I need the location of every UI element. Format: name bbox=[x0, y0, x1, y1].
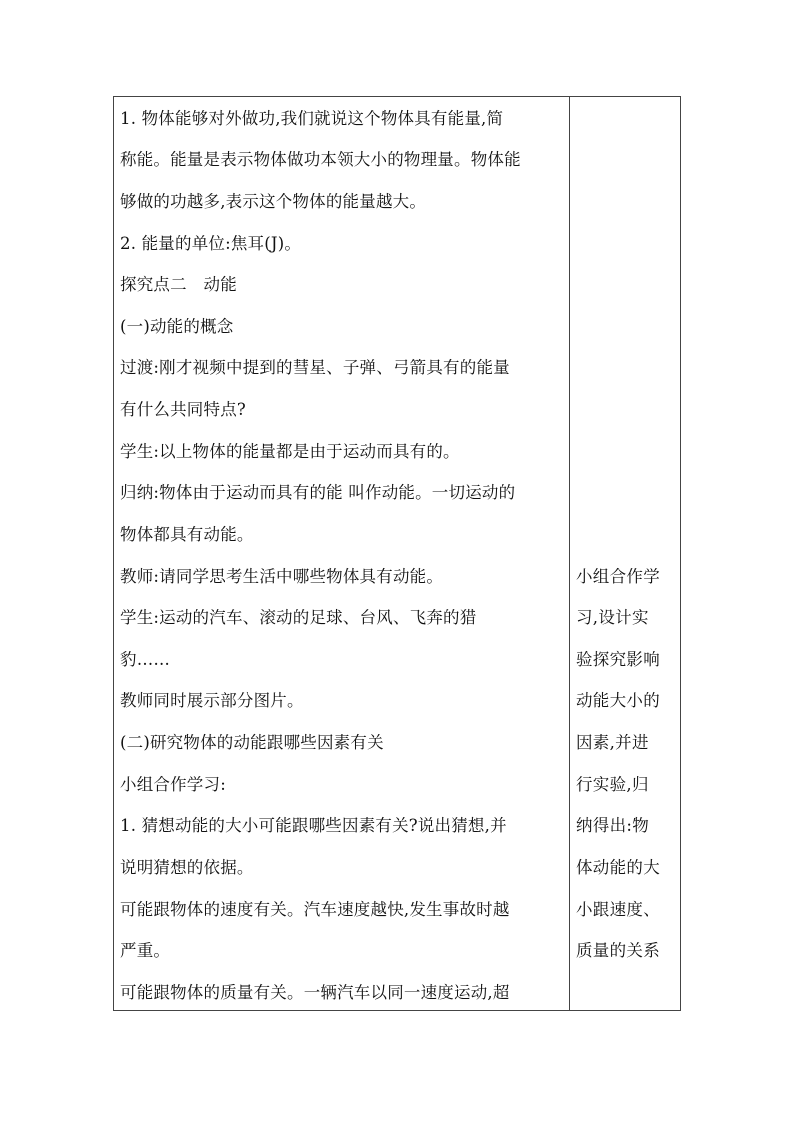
text-line: 严重。 bbox=[120, 941, 171, 960]
text-line: 称能。能量是表示物体做功本领大小的物理量。物体能 bbox=[120, 150, 521, 169]
text-line: 够做的功越多,表示这个物体的能量越大。 bbox=[120, 192, 427, 211]
subsection-heading: (一)动能的概念 bbox=[120, 317, 234, 336]
text-line: 有什么共同特点? bbox=[120, 400, 246, 419]
text-line: 可能跟物体的质量有关。一辆汽车以同一速度运动,超 bbox=[120, 983, 510, 1002]
side-text-line: 纳得出:物 bbox=[576, 816, 650, 835]
side-text-line: 因素,并进 bbox=[576, 733, 649, 752]
text-line: 学生:以上物体的能量都是由于运动而具有的。 bbox=[120, 442, 460, 461]
text-line: 豹…… bbox=[120, 650, 171, 669]
side-text-line: 质量的关系 bbox=[576, 941, 660, 960]
text-line: 教师:请同学思考生活中哪些物体具有动能。 bbox=[120, 567, 444, 586]
text-line: 可能跟物体的速度有关。汽车速度越快,发生事故时越 bbox=[120, 900, 510, 919]
text-line: 归纳:物体由于运动而具有的能 叫作动能。一切运动的 bbox=[120, 483, 516, 502]
side-text-line: 行实验,归 bbox=[576, 775, 649, 794]
text-line: 学生:运动的汽车、滚动的足球、台风、飞奔的猎 bbox=[120, 608, 477, 627]
text-line: 教师同时展示部分图片。 bbox=[120, 691, 304, 710]
text-line: 说明猜想的依据。 bbox=[120, 858, 254, 877]
side-text-line: 小跟速度、 bbox=[576, 900, 660, 919]
section-heading: 探究点二 动能 bbox=[120, 275, 237, 294]
lesson-table bbox=[113, 96, 681, 1011]
side-text-line: 动能大小的 bbox=[576, 691, 660, 710]
subsection-heading: (二)研究物体的动能跟哪些因素有关 bbox=[120, 733, 384, 752]
text-line: 物体都具有动能。 bbox=[120, 525, 254, 544]
side-text-line: 验探究影响 bbox=[576, 650, 660, 669]
side-text-line: 体动能的大 bbox=[576, 858, 660, 877]
text-line: 2. 能量的单位:焦耳(J)。 bbox=[120, 234, 302, 253]
text-line: 1. 物体能够对外做功,我们就说这个物体具有能量,简 bbox=[120, 109, 504, 128]
text-line: 小组合作学习: bbox=[120, 775, 226, 794]
side-text-line: 习,设计实 bbox=[576, 608, 649, 627]
text-line: 过渡:刚才视频中提到的彗星、子弹、弓箭具有的能量 bbox=[120, 358, 510, 377]
column-divider bbox=[569, 97, 570, 1010]
text-line: 1. 猜想动能的大小可能跟哪些因素有关?说出猜想,并 bbox=[120, 816, 507, 835]
side-text-line: 小组合作学 bbox=[576, 567, 660, 586]
